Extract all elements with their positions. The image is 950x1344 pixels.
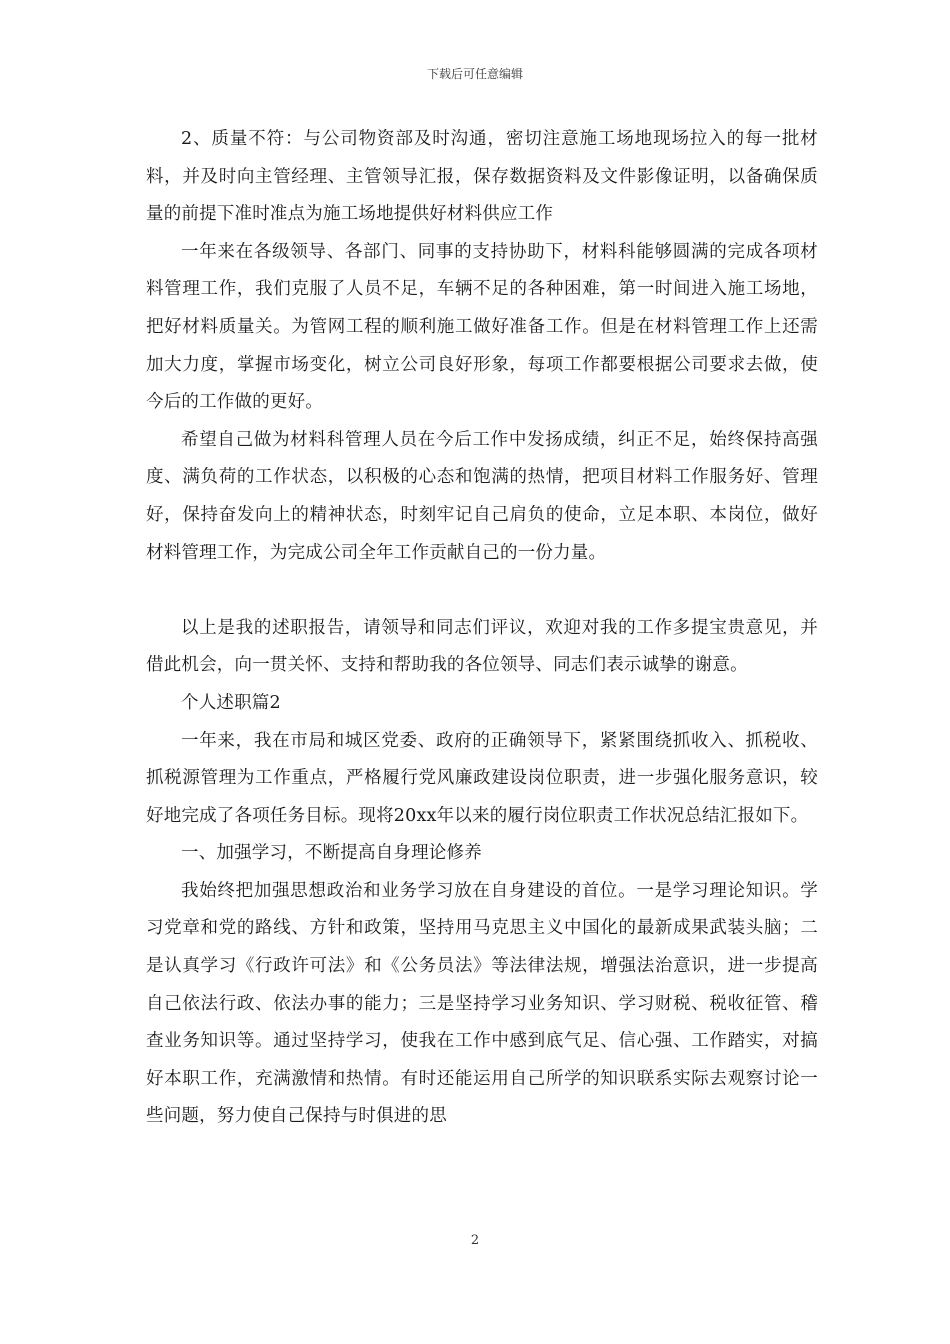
- paragraph-annual-summary: 一年来在各级领导、各部门、同事的支持协助下，材料科能够圆满的完成各项材料管理工作，我们克服了人员不足，车辆不足的各种困难，第一时间进入施工场地，把好材料质量关。为管网工程的顺利施工做好准备工作。但是在材料管理工作上还需加大力度，掌握市场变化，树立公司良好形象，每项工作都要根据公司要求去做，使今后的工作做的更好。: [146, 241, 818, 413]
- page-number: 2: [470, 1233, 480, 1248]
- section-title-report-2: 个人述职篇2: [181, 692, 281, 713]
- paragraph-study: 我始终把加强思想政治和业务学习放在自身建设的首位。一是学习理论知识。学习党章和党的路线、方针和政策，坚持用马克思主义中国化的最新成果武装头脑；二是认真学习《行政许可法》和《公务员法》等法律法规，增强法治意识，进一步提高自己依法行政、依法办事的能力；三是坚持学习业务知识、学习财税、税收征管、稽查业务知识等。通过坚持学习，使我在工作中感到底气足、信心强、工作踏实，对搞好本职工作，充满激情和热情。有时还能运用自己所学的知识联系实际去观察讨论一些问题，努力使自己保持与时俱进的思: [146, 880, 818, 1127]
- document-body: [146, 121, 818, 1136]
- page-header: 下载后可任意编辑: [426, 67, 523, 81]
- section-heading-study: 一、加强学习，不断提高自身理论修养: [181, 843, 482, 864]
- paragraph-quality-issue: 2、质量不符：与公司物资部及时沟通，密切注意施工场地现场拉入的每一批材料，并及时向主管经理、主管领导汇报，保存数据资料及文件影像证明，以备确保质量的前提下准时准点为施工场地提供好材料供应工作: [146, 129, 818, 225]
- paragraph-closing: 以上是我的述职报告，请领导和同志们评议，欢迎对我的工作多提宝贵意见，并借此机会，向一贯关怀、支持和帮助我的各位领导、同志们表示诚挚的谢意。: [146, 617, 818, 676]
- paragraph-report-2-intro: 一年来，我在市局和城区党委、政府的正确领导下，紧紧围绕抓收入、抓税收、抓税源管理为工作重点，严格履行党风廉政建设岗位职责，进一步强化服务意识，较好地完成了各项任务目标。现将20xx年以来的履行岗位职责工作状况总结汇报如下。: [146, 730, 818, 826]
- paragraph-hope: 希望自己做为材料科管理人员在今后工作中发扬成绩，纠正不足，始终保持高强度、满负荷的工作状态，以积极的心态和饱满的热情，把项目材料工作服务好、管理好，保持奋发向上的精神状态，时刻牢记自己肩负的使命，立足本职、本岗位，做好材料管理工作，为完成公司全年工作贡献自己的一份力量。: [146, 429, 818, 563]
